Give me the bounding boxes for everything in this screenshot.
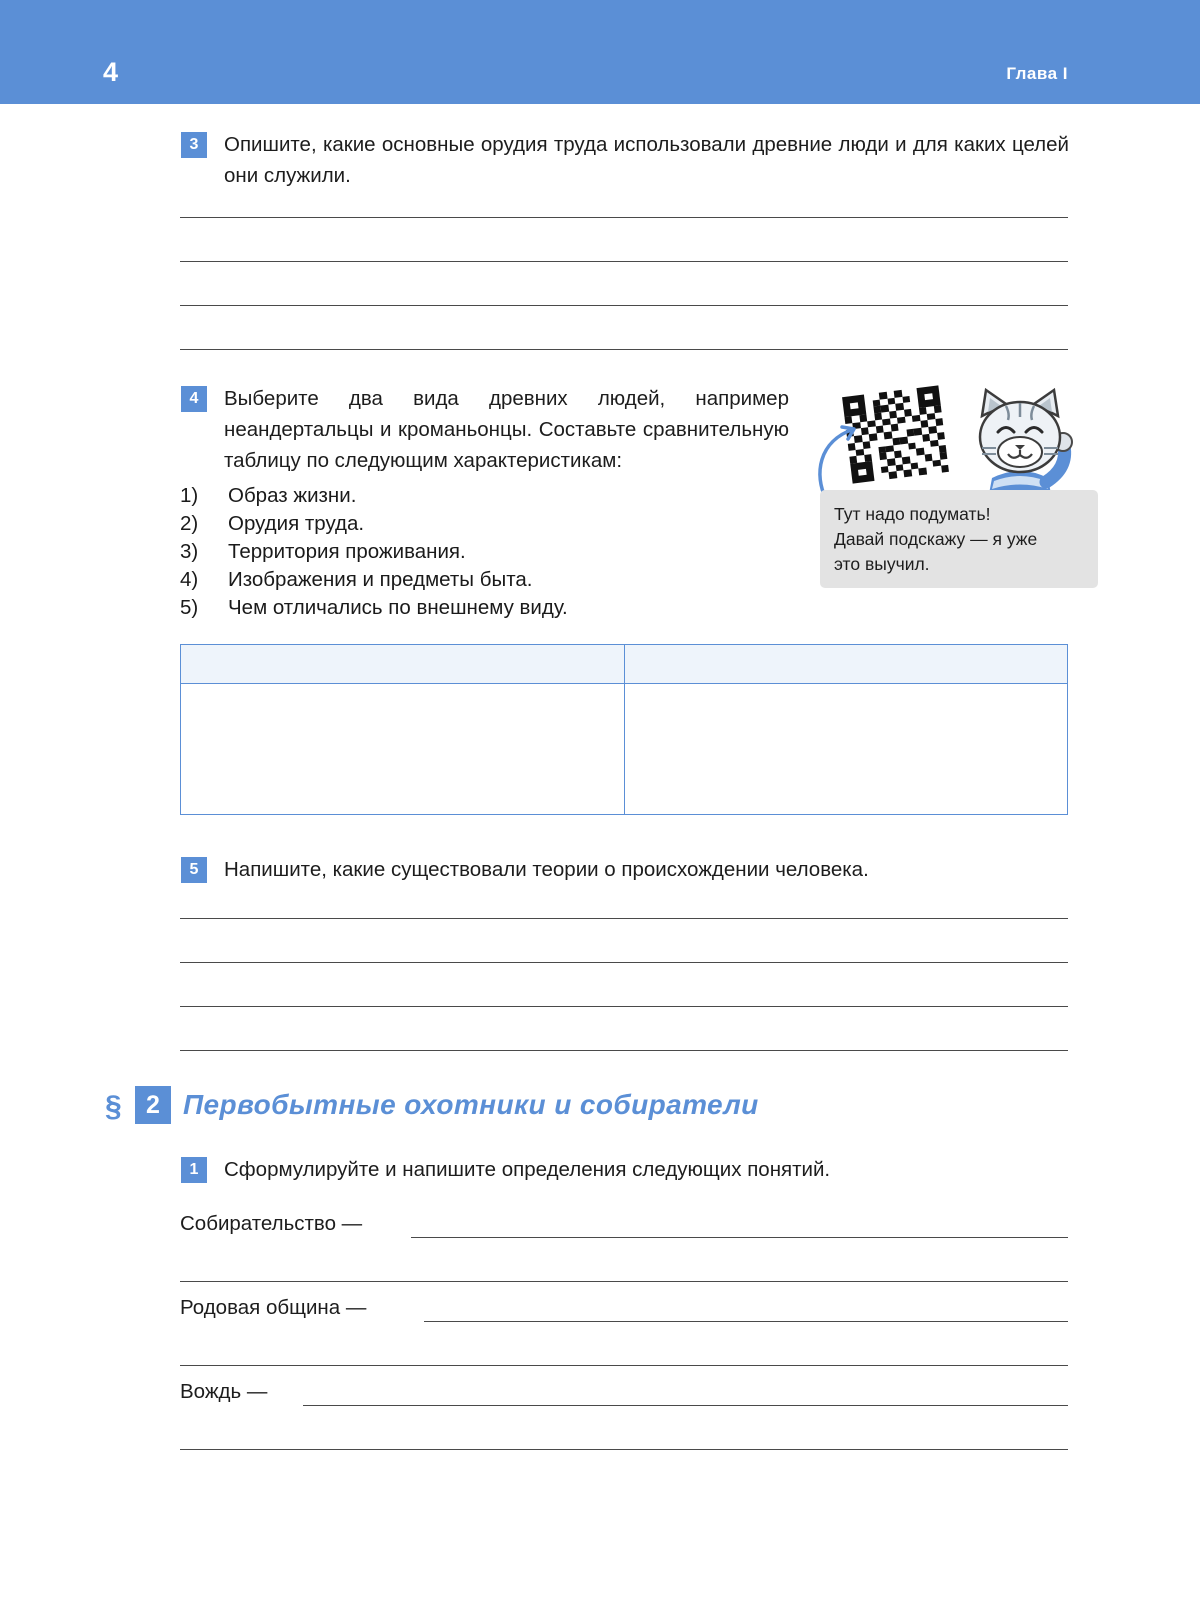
answer-line-5-3[interactable] <box>180 1006 1068 1007</box>
section-sign: § <box>105 1090 122 1123</box>
section-number-badge: 2 <box>135 1086 171 1124</box>
page-number: 4 <box>103 57 119 87</box>
comparison-table <box>180 644 1068 815</box>
list-item <box>180 510 800 538</box>
list-item-label: Образ жизни. <box>228 484 357 507</box>
list-item-marker: 3) <box>180 540 199 563</box>
table-cell-1[interactable] <box>181 684 625 815</box>
term-answer-line-1a[interactable] <box>411 1237 1068 1238</box>
task-5-number: 5 <box>181 857 207 883</box>
table-header-cell-1[interactable] <box>181 645 625 684</box>
table-cell-2[interactable] <box>624 684 1068 815</box>
task-3-number: 3 <box>181 132 207 158</box>
list-item-label: Чем отличались по внешнему виду. <box>228 596 568 619</box>
task-4-item-list <box>180 482 800 622</box>
answer-line-5-1[interactable] <box>180 918 1068 919</box>
list-item-label: Изображения и предметы быта. <box>228 568 533 591</box>
curved-arrow-icon <box>812 417 864 501</box>
hint-line-3: это выучил. <box>834 554 930 574</box>
page-header-band <box>0 0 1200 104</box>
term-answer-line-3b[interactable] <box>180 1449 1068 1450</box>
list-item-marker: 1) <box>180 484 199 507</box>
hint-line-2: Давай подскажу — я уже <box>834 529 1038 549</box>
answer-line-5-2[interactable] <box>180 962 1068 963</box>
term-answer-line-3a[interactable] <box>303 1405 1068 1406</box>
table-header-cell-2[interactable] <box>624 645 1068 684</box>
answer-line-5-4[interactable] <box>180 1050 1068 1051</box>
term-answer-line-2a[interactable] <box>424 1321 1068 1322</box>
hint-line-1: Тут надо подумать! <box>834 504 991 524</box>
chapter-label: Глава I <box>1006 64 1068 83</box>
answer-line-3-1[interactable] <box>180 217 1068 218</box>
list-item-marker: 2) <box>180 512 199 535</box>
answer-line-3-4[interactable] <box>180 349 1068 350</box>
term-label-vozhd: Вождь — <box>180 1380 268 1403</box>
list-item <box>180 482 800 510</box>
list-item-label: Территория проживания. <box>228 540 466 563</box>
task-1-text: Сформулируйте и напишите определения следующих понятий. <box>224 1158 831 1181</box>
list-item-marker: 4) <box>180 568 199 591</box>
list-item <box>180 566 800 594</box>
task-4-text: Выберите два вида древних людей, например неандертальцы и кроманьонцы. Составьте сравнительную таблицу по следующим характеристикам: <box>224 387 789 472</box>
list-item <box>180 594 800 622</box>
answer-line-3-3[interactable] <box>180 305 1068 306</box>
table-row <box>181 684 1068 815</box>
answer-line-3-2[interactable] <box>180 261 1068 262</box>
list-item <box>180 538 800 566</box>
term-answer-line-1b[interactable] <box>180 1281 1068 1282</box>
task-1-number: 1 <box>181 1157 207 1183</box>
task-4-number: 4 <box>181 386 207 412</box>
list-item-marker: 5) <box>180 596 199 619</box>
task-5-text: Напишите, какие существовали теории о происхождении человека. <box>224 858 869 881</box>
term-answer-line-2b[interactable] <box>180 1365 1068 1366</box>
hint-bubble <box>820 490 1098 588</box>
section-title: Первобытные охотники и собиратели <box>183 1089 759 1120</box>
task-3-text: Опишите, какие основные орудия труда использовали древние люди и для каких целей они служили. <box>224 133 1069 187</box>
table-header-row <box>181 645 1068 684</box>
page-content <box>0 104 1200 1604</box>
term-label-rodovaya-obshchina: Родовая община — <box>180 1296 367 1319</box>
term-label-sobiratelstvo: Собирательство — <box>180 1212 363 1235</box>
list-item-label: Орудия труда. <box>228 512 365 535</box>
